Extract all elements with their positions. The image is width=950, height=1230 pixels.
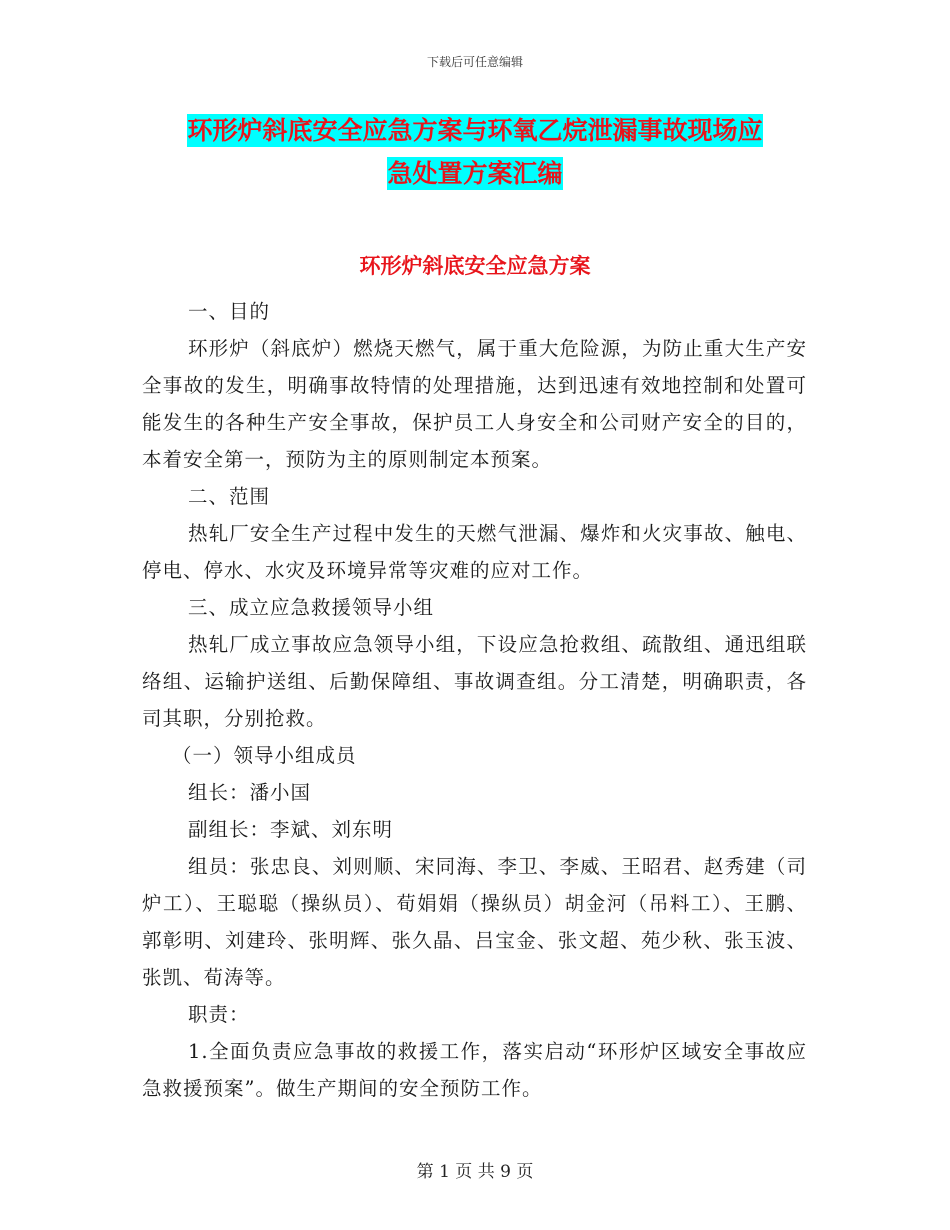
document-title-text-1: 环形炉斜底安全应急方案与环氧乙烷泄漏事故现场应 — [187, 116, 763, 145]
document-title-line-1 — [140, 115, 810, 147]
heading-purpose: 一、目的 — [188, 300, 271, 323]
heading-scope: 二、范围 — [188, 485, 271, 508]
subheading-members: （一）领导小组成员 — [172, 744, 357, 767]
document-body — [142, 293, 807, 1107]
team-members: 组员：张忠良、刘则顺、宋同海、李卫、李威、王昭君、赵秀建（司炉工）、王聪聪（操纵员）、荀娟娟（操纵员）胡金河（吊料工）、王鹏、郭彰明、刘建玲、张明辉、张久晶、吕宝金、张文超、苑少秋、张玉波、张凯、荀涛等。 — [142, 855, 807, 989]
heading-team: 三、成立应急救援领导小组 — [188, 596, 435, 619]
section-title: 环形炉斜底安全应急方案 — [359, 253, 591, 278]
duty-item-1: 1.全面负责应急事故的救援工作，落实启动“环形炉区域安全事故应急救援预案”。做生产期间的安全预防工作。 — [142, 1040, 807, 1100]
team-deputy-leader: 副组长：李斌、刘东明 — [188, 818, 394, 841]
document-title-line-2 — [140, 158, 810, 190]
paragraph-team: 热轧厂成立事故应急领导小组，下设应急抢救组、疏散组、通迅组联络组、运输护送组、后勤保障组、事故调查组。分工清楚，明确职责，各司其职，分别抢救。 — [142, 633, 807, 730]
paragraph-scope: 热轧厂安全生产过程中发生的天燃气泄漏、爆炸和火灾事故、触电、停电、停水、水灾及环境异常等灾难的应对工作。 — [142, 522, 807, 582]
page-header-note: 下载后可任意编辑 — [426, 55, 523, 69]
paragraph-purpose: 环形炉（斜底炉）燃烧天燃气，属于重大危险源，为防止重大生产安全事故的发生，明确事故特情的处理措施，达到迅速有效地控制和处置可能发生的各种生产安全事故，保护员工人身安全和公司财产安全的目的，本着安全第一，预防为主的原则制定本预案。 — [142, 337, 807, 471]
team-leader: 组长：潘小国 — [188, 781, 312, 804]
page-number: 第 1 页 共 9 页 — [416, 1162, 534, 1182]
heading-duties: 职责： — [188, 1003, 250, 1026]
document-title-text-2: 急处置方案汇编 — [387, 159, 563, 188]
